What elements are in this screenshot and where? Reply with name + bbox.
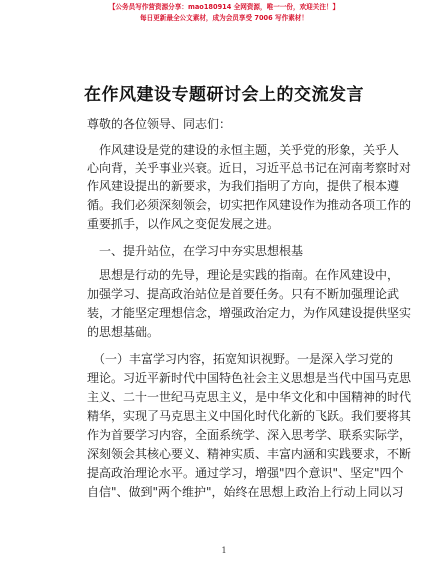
promo-banner [0,2,448,24]
body-line: 提高政治理论水平。通过学习，增强"四个意识"、坚定"四个 [87,466,404,480]
body-line: 作风建设提出的新要求，为我们指明了方向，提供了根本遵 [87,179,400,193]
document-title: 在作风建设专题研讨会上的交流发言 [84,85,364,105]
body-line: 装，才能坚定理想信念，增强政治定力，为作风建设提供坚实 [87,306,412,320]
body-line: 作为首要学习内容，全面系统学、深入思考学、联系实际学， [87,428,412,442]
promo-banner-line-2: 每日更新最全公文素材，成为会员享受 7006 写作素材！ [139,14,308,22]
page-number: 1 [221,546,227,555]
body-line: 作风建设是党的建设的永恒主题，关乎党的形象，关乎人 [99,143,400,157]
body-line: 心向背，关乎事业兴衰。近日，习近平总书记在河南考察时对 [87,161,412,175]
body-line: 理论。习近平新时代中国特色社会主义思想是当代中国马克思 [87,371,412,385]
body-line: 精华，实现了马克思主义中国化时代化新的飞跃。我们要将其 [87,409,412,423]
body-line: 主义、二十一世纪马克思主义，是中华文化和中国精神的时代 [87,390,412,404]
section-heading: 一、提升站位，在学习中夯实思想根基 [99,244,304,258]
promo-banner-line-1: 【公务员写作营资源分享：mao180914 全网资源，唯一一份，欢迎关注！】 [108,3,340,11]
body-line: 思想是行动的先导，理论是实践的指南。在作风建设中， [99,268,400,282]
body-line: 的思想基础。 [87,325,160,339]
body-line: 深刻领会其核心要义、精神实质、丰富内涵和实践要求，不断 [87,447,412,461]
body-line: 循。我们必须深刻领会，切实把作风建设作为推动各项工作的 [87,198,412,212]
body-line: 加强学习、提高政治站位是首要任务。只有不断加强理论武 [87,287,400,301]
body-line: 重要抓手，以作风之变促发展之进。 [87,217,280,231]
salutation: 尊敬的各位领导、同志们： [87,117,232,131]
body-line: 自信"、做到"两个维护"，始终在思想上政治上行动上同以习 [87,485,404,499]
subsection-line: （一）丰富学习内容，拓宽知识视野。一是深入学习党的 [93,352,394,366]
